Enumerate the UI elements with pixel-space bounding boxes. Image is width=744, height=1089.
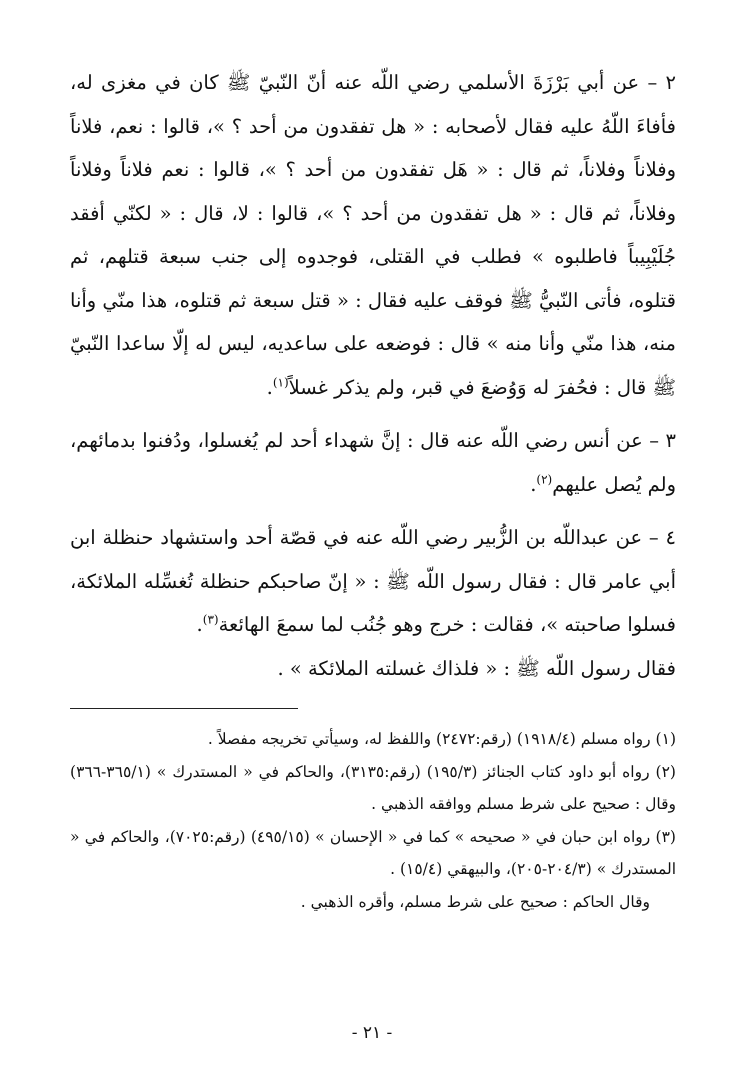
footnote-ref-1[interactable]: (١) <box>272 375 289 389</box>
page-number: - ٢١ - <box>351 1023 393 1043</box>
footnote-divider <box>70 708 298 709</box>
paragraph-text: ٢ – عن أبي بَرْزَةَ الأسلمي رضي اللّه عنه أنّ النّبيّ ﷺ كان في مغزى له، فأفاءَ اللّهُ عليه فقال لأصحابه : « هل تفقدون من أحد ؟ »، قالوا : نعم، فلاناً وفلاناً وفلاناً، ثم قال : « هَل تفقدون من أحد ؟ »، قالوا : نعم فلاناً وفلاناً وفلاناً، ثم قال : « هل تفقدون من أحد ؟ »، قالوا : لا، قال : « لكنّي أفقد جُلَيْبِيباً فاطلبوه » فطلب في القتلى، فوجدوه إلى جنب سبعة قتلهم، ثم قتلوه، فأتى النّبيُّ ﷺ فوقف عليه فقال : « قتل سبعة ثم قتلوه، هذا منّي وأنا منه، هذا منّي وأنا منه » قال : فوضعه على ساعديه، ليس له إلّا ساعدا النّبيّ ﷺ قال : فحُفرَ له وَوُضعَ في قبر، ولم يذكر غسلاً <box>70 71 676 399</box>
footnote-2: (٢) رواه أبو داود كتاب الجنائز (١٩٥/٣) (رقم:٣١٣٥)، والحاكم في « المستدرك » (٣٦٥/١-٣٦٦) وقال : صحيح على شرط مسلم ووافقه الذهبي . <box>70 762 676 813</box>
paragraph-text: ٤ – عن عبداللّه بن الزُّبير رضي اللّه عنه في قصّة أحد واستشهاد حنظلة ابن أبي عامر قال : فقال رسول اللّه ﷺ : « إنّ صاحبكم حنظلة تُغسِّله الملائكة، فسلوا صاحبته »، فقالت : خرج وهو جُنُب لما سمعَ الهائعة <box>70 526 676 636</box>
footnote-ref-3[interactable]: (٣) <box>202 612 219 627</box>
footnote-3: (٣) رواه ابن حبان في « صحيحه » كما في « الإحسان » (٤٩٥/١٥) (رقم:٧٠٢٥)، والحاكم في « المستدرك » (٢٠٤/٣-٢٠٥)، والبيهقي (١٥/٤) . <box>70 827 676 878</box>
footnote-1: (١) رواه مسلم (١٩١٨/٤) (رقم:٢٤٧٢) واللفظ له، وسيأتي تخريجه مفصلاً . <box>207 730 676 748</box>
hadith-3-paragraph <box>70 419 676 506</box>
hadith-4-continuation <box>70 647 676 691</box>
hadith-2-paragraph <box>70 61 676 409</box>
footnote-ref-2[interactable]: (٢) <box>536 472 553 486</box>
footnote-3-continuation: وقال الحاكم : صحيح على شرط مسلم، وأقره الذهبي . <box>300 892 650 911</box>
paragraph-text: فقال رسول اللّه ﷺ : « فلذاك غسلته الملائكة » . <box>277 656 676 680</box>
paragraph-end: . <box>196 613 203 636</box>
footnotes <box>70 723 676 918</box>
paragraph-end: . <box>266 375 273 399</box>
hadith-4-paragraph <box>70 516 676 647</box>
paragraph-text: ٣ – عن أنس رضي اللّه عنه قال : إنَّ شهداء أحد لم يُغسلوا، ودُفنوا بدمائهم، ولم يُصل عليهم <box>70 429 676 496</box>
main-text <box>70 61 676 690</box>
paragraph-end: . <box>530 472 537 496</box>
